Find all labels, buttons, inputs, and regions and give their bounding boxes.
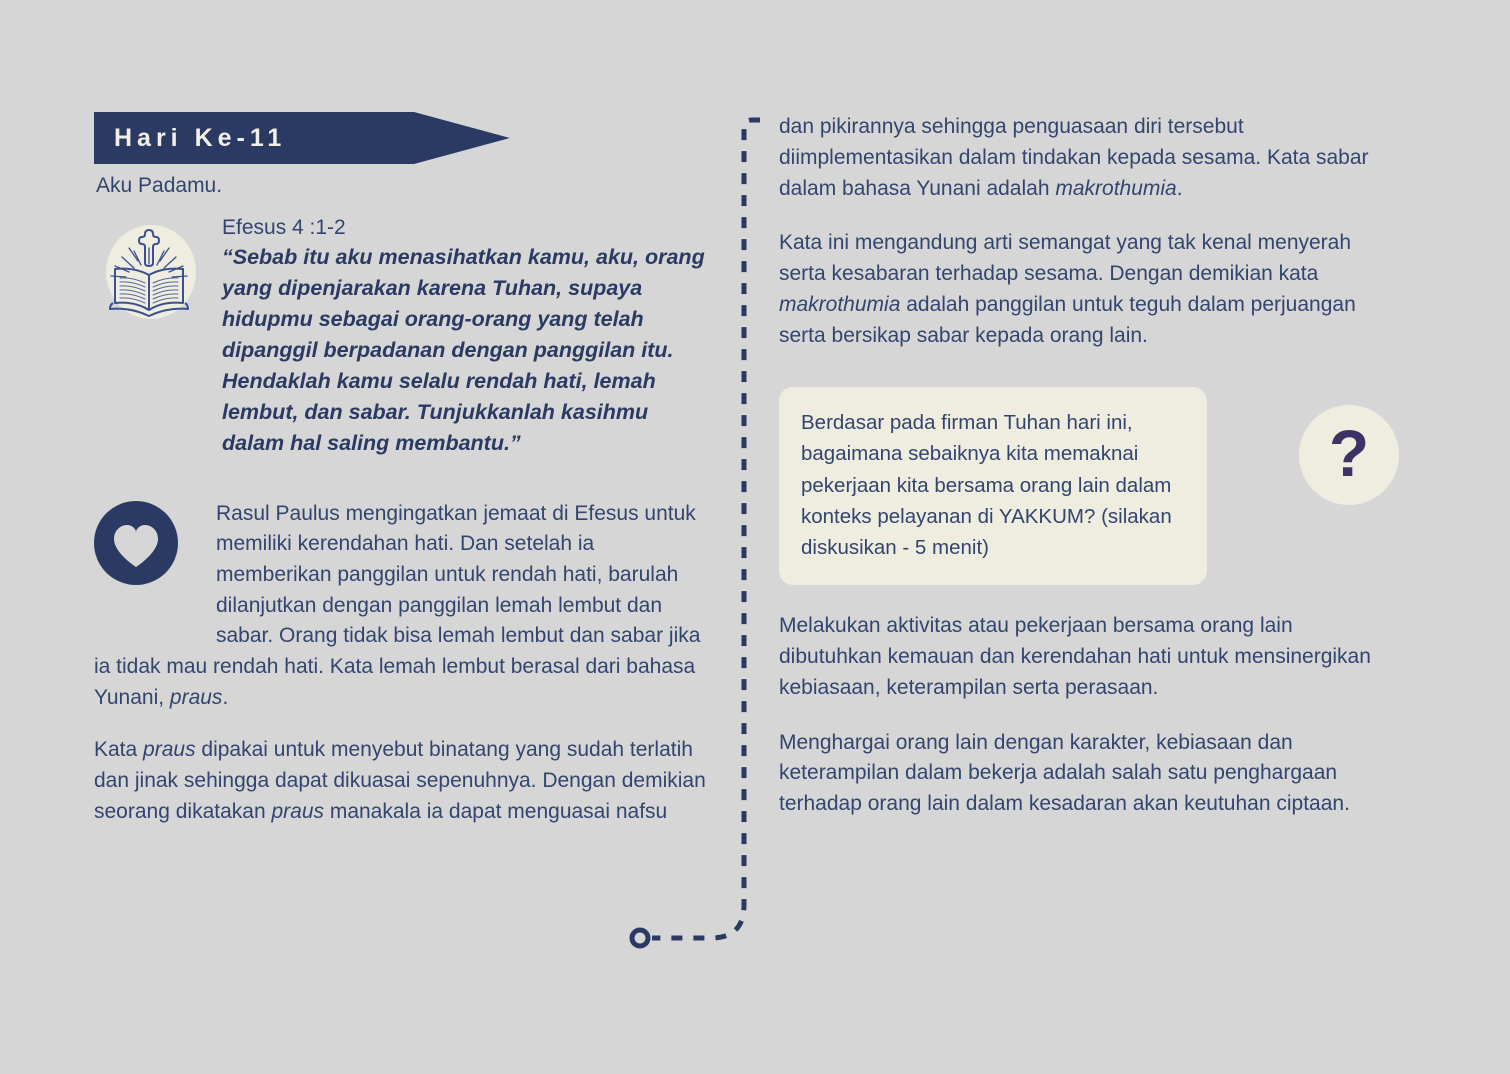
question-mark-glyph: ? <box>1328 416 1370 491</box>
greek-word-praus-1: praus <box>169 685 223 709</box>
greek-word-makrothumia-2: makrothumia <box>779 292 901 316</box>
heart-icon-flow-spacer <box>94 499 216 649</box>
greek-word-praus-2: praus <box>143 738 196 762</box>
banner-arrow-point <box>414 112 510 164</box>
paragraph-praus-meaning <box>94 735 706 827</box>
verse-reference: Efesus 4 :1-2 <box>222 216 346 239</box>
paragraph-praus-c: manakala ia dapat menguasai nafsu <box>324 799 668 823</box>
open-bible-icon <box>94 218 204 326</box>
paragraph-makrothumia <box>779 228 1395 351</box>
page-subtitle: Aku Padamu. <box>96 174 223 197</box>
paragraph-makrothumia-b: adalah panggilan untuk teguh dalam perjuangan serta bersikap sabar kepada orang lain. <box>779 292 1356 347</box>
paragraph-appreciation: Menghargai orang lain dengan karakter, kebiasaan dan keterampilan dalam bekerja adalah salah satu penghargaan terhadap orang lain dalam kesadaran akan keutuhan ciptaan. <box>779 730 1350 815</box>
heart-paragraph-block <box>94 499 706 714</box>
paragraph-praus-a: Kata <box>94 738 144 762</box>
greek-word-makrothumia-1: makrothumia <box>1055 176 1177 200</box>
discussion-question-box: Berdasar pada firman Tuhan hari ini, bagaimana sebaiknya kita memaknai pekerjaan kita bersama orang lain dalam konteks pelayanan di YAKKUM? (silakan diskusikan - 5 menit) <box>779 387 1207 585</box>
day-banner <box>94 112 514 164</box>
greek-word-praus-3: praus <box>271 799 324 823</box>
verse-block <box>94 216 706 459</box>
discussion-question-row <box>779 387 1395 577</box>
paragraph-praus-b: dipakai untuk menyebut binatang yang sudah terlatih dan jinak sehingga dapat dikuasai sepenuhnya. Dengan demikian seorang dikatakan <box>94 738 706 823</box>
paragraph-humility-b: . <box>222 685 229 709</box>
paragraph-collaboration: Melakukan aktivitas atau pekerjaan bersama orang lain dibutuhkan kemauan dan kerendahan hati untuk mensinergikan kebiasaan, keterampilan serta perasaan. <box>779 614 1371 699</box>
heart-icon <box>94 501 178 585</box>
right-column <box>779 112 1395 820</box>
paragraph-self-control-a: dan pikirannya sehingga penguasaan diri tersebut diimplementasikan dalam tindakan kepada sesama. Kata sabar dalam bahasa Yunani adalah <box>779 115 1369 200</box>
verse-quote: “Sebab itu aku menasihatkan kamu, aku, orang yang dipenjarakan karena Tuhan, supaya hidupmu sebagai orang-orang yang telah dipanggil berpadanan dengan panggilan itu. Hendaklah kamu selalu rendah hati, lemah lembut, dan sabar. Tunjukkanlah kasihmu dalam hal saling membantu.” <box>222 245 705 455</box>
paragraph-makrothumia-a: Kata ini mengandung arti semangat yang tak kenal menyerah serta kesabaran terhadap sesama. Dengan demikian kata <box>779 231 1352 285</box>
question-mark-icon <box>1299 405 1399 505</box>
day-banner-label: Hari Ke-11 <box>114 124 287 152</box>
paragraph-self-control-b: . <box>1176 176 1183 200</box>
paragraph-humility-a: Rasul Paulus mengingatkan jemaat di Efesus untuk memiliki kerendahan hati. Dan setelah ia memberikan panggilan untuk rendah hati, barulah dilanjutkan dengan panggilan lemah lembut dan sabar. Orang tidak bisa lemah lembut dan sabar jika ia tidak mau rendah hati. Kata lemah lembut berasal dari bahasa Yunani, <box>94 501 701 709</box>
left-column <box>94 112 706 827</box>
verse-text-group <box>222 216 706 459</box>
paragraph-self-control <box>779 112 1395 204</box>
